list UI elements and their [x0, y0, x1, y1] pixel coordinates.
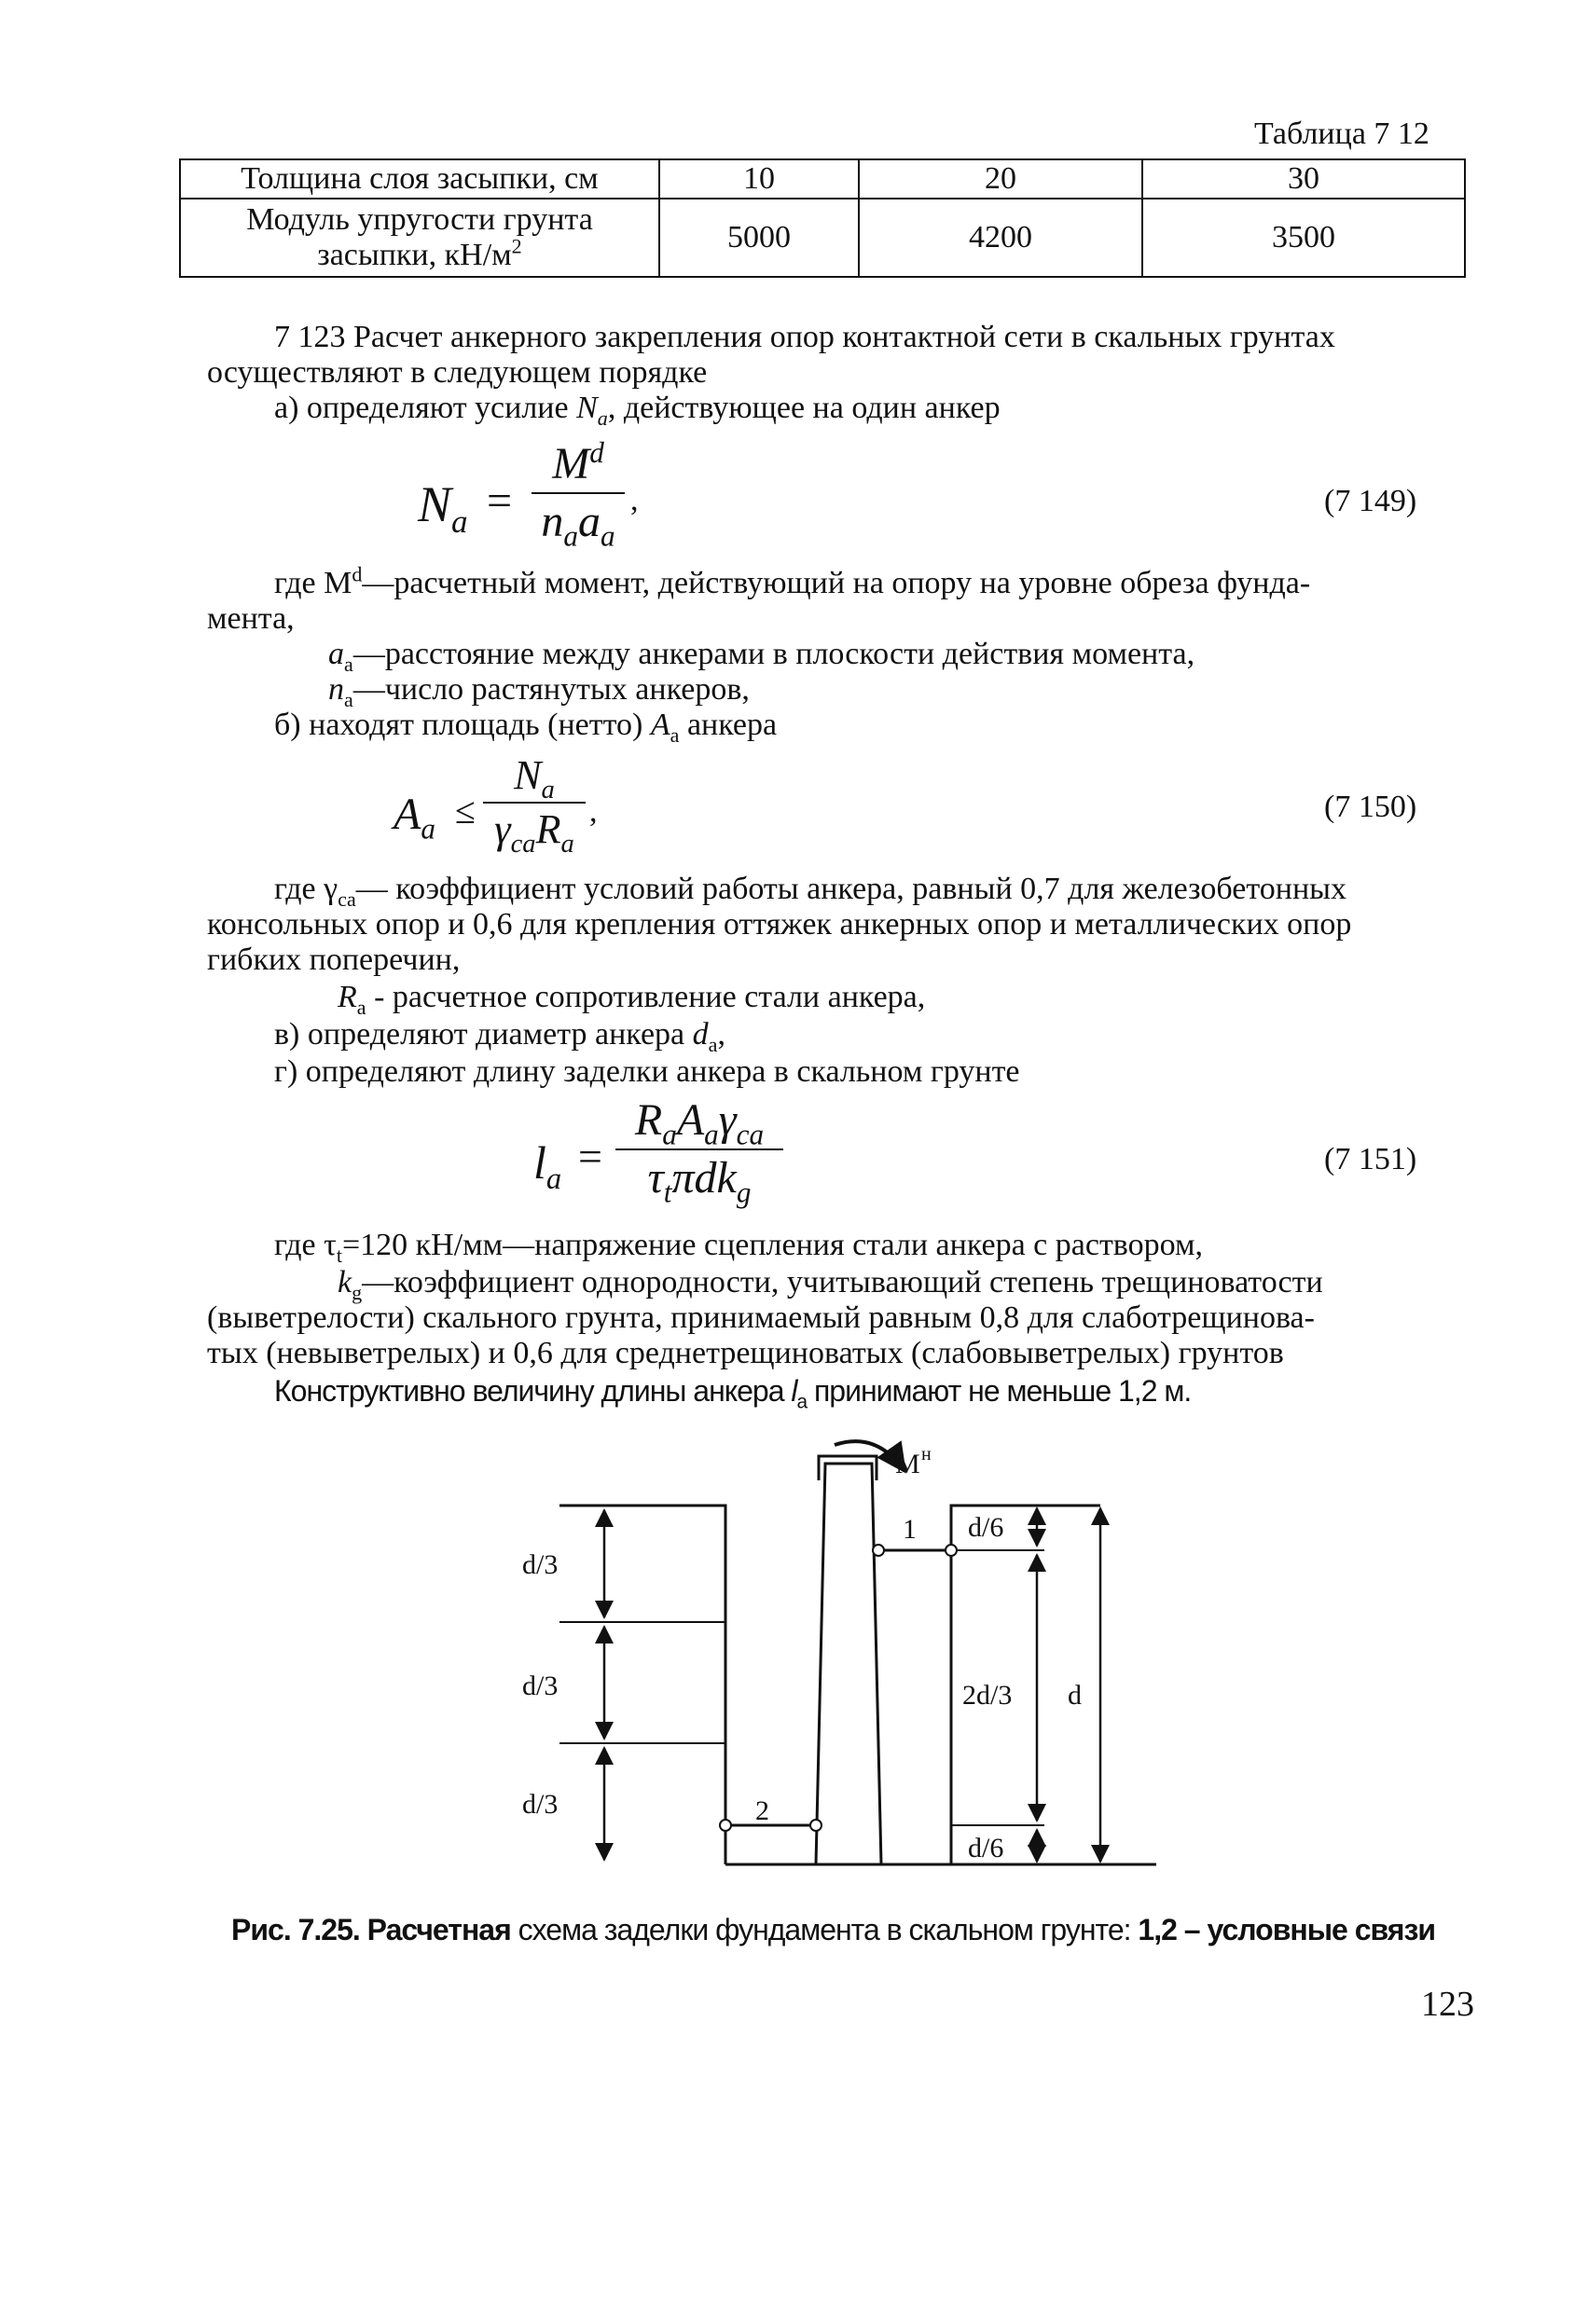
- link-1-label: 1: [903, 1514, 917, 1545]
- where-md-line2: мента,: [207, 601, 295, 636]
- where-na: $n_a—число$ растянутых анкеров,: [328, 672, 750, 711]
- where-gamma-line2: консольных опор и 0,6 для крепления оттяжек анкерных опор и металлических опор: [207, 907, 1352, 942]
- table-cell: 3500: [1142, 199, 1465, 277]
- item-v: в) определяют диаметр анкера $d_a$,: [274, 1017, 725, 1056]
- figure-caption: Рис. 7.25. Расчетная схема заделки фундамента в скальном грунте: 1,2 – условные связи: [231, 1913, 1436, 1946]
- dim-d: d: [1068, 1680, 1082, 1711]
- foundation-diagram: [504, 1436, 1156, 1892]
- item-a: а) определяют усилие $N_a$, действующее на один анкер: [274, 391, 1001, 430]
- moment-label: M: [895, 1449, 920, 1479]
- where-md: где $M^d—расчетный$ момент, действующий на опору на уровне обреза фунда-: [274, 562, 1311, 600]
- where-aa: $a_a—расстояние$ между анкерами в плоскости действия момента,: [328, 637, 1195, 676]
- f149-fraction: $M^d$ $n_aa_a$: [532, 440, 625, 546]
- table-cell-header: Толщина слоя засыпки, см: [180, 159, 659, 199]
- table-cell: 20: [859, 159, 1142, 199]
- backfill-table: [179, 158, 1466, 278]
- where-kg-line3: тых (невыветрелых) и 0,6 для среднетрещиноватых (слабовыветрелых) грунтов: [207, 1336, 1284, 1370]
- dim-d3-mid: d/3: [522, 1671, 559, 1701]
- where-tau: где $\tau_t=120$ кН/мм—напряжение сцепления стали анкера с раствором,: [274, 1228, 1203, 1267]
- row2-label-line1: Модуль упругости грунта: [246, 202, 593, 237]
- f150-fraction: $N_a$ $\gamma_{ca}R_a$: [483, 753, 586, 852]
- f151-op: =: [578, 1133, 602, 1180]
- dim-d6-bot: d/6: [968, 1833, 1004, 1863]
- link-2-label: 2: [755, 1795, 769, 1826]
- dim-d6-top: d/6: [968, 1512, 1004, 1543]
- dim-d3-bot: d/3: [522, 1789, 559, 1820]
- f151-label: (7 151): [1324, 1142, 1417, 1176]
- f149-tail: ,: [630, 483, 639, 517]
- f149-label: (7 149): [1324, 484, 1417, 518]
- f151-lhs: $l_a$: [533, 1136, 562, 1196]
- f150-tail: ,: [589, 794, 598, 829]
- f150-lhs: $A_a$: [394, 790, 435, 846]
- table-cell: 4200: [859, 199, 1142, 277]
- dim-2d3: 2d/3: [962, 1680, 1013, 1711]
- where-kg: $k_g—коэффициент$ однородности, учитывающий степень трещиноватости: [338, 1265, 1323, 1304]
- f149-lhs: $N_a$: [418, 476, 468, 540]
- para-line: осуществляют в следующем порядке: [207, 355, 708, 390]
- row2-label-sup: 2: [511, 234, 522, 258]
- constructive-note: Конструктивно величину длины анкера $l_a$ принимают не меньше 1,2 м.: [274, 1374, 1192, 1413]
- moment-sup: н: [921, 1444, 932, 1465]
- where-gamma-line3: гибких поперечин,: [207, 942, 461, 977]
- where-gamma: где $\gamma_{ca}—$ коэффициент условий работы анкера, равный 0,7 для железобетонных: [274, 872, 1346, 911]
- pole-outline: [816, 1464, 881, 1864]
- table-cell: 5000: [659, 199, 859, 277]
- where-ra: $R_a$ - расчетное сопротивление стали анкера,: [338, 980, 926, 1019]
- pole-cap: [819, 1456, 877, 1480]
- f149-eq: =: [487, 476, 513, 526]
- table-cell: 30: [1142, 159, 1465, 199]
- dim-d3-top: d/3: [522, 1549, 559, 1580]
- table-caption: Таблица 7 12: [1254, 117, 1429, 151]
- table-cell: 10: [659, 159, 859, 199]
- table-cell-header: [180, 199, 659, 277]
- row2-label-line2: засыпки, кН/м: [317, 238, 512, 272]
- f150-label: (7 150): [1324, 790, 1417, 824]
- item-g: г) определяют длину заделки анкера в скальном грунте: [274, 1054, 1020, 1089]
- item-b: б) находят площадь (нетто) $A_a$ анкера: [274, 708, 778, 747]
- where-kg-line2: (выветрелости) скального грунта, принимаемый равным 0,8 для слаботрещинова-: [207, 1300, 1315, 1335]
- page-number: 123: [1421, 1985, 1474, 2024]
- f150-op: ≤: [455, 790, 476, 832]
- f151-fraction: $R_aA_a\gamma_{ca}$ $\tau_t\pi dk_g$: [615, 1096, 783, 1203]
- left-ground-edge: [559, 1506, 725, 1864]
- para-line: 7 123 Расчет анкерного закрепления опор контактной сети в скальных грунтах: [274, 320, 1335, 354]
